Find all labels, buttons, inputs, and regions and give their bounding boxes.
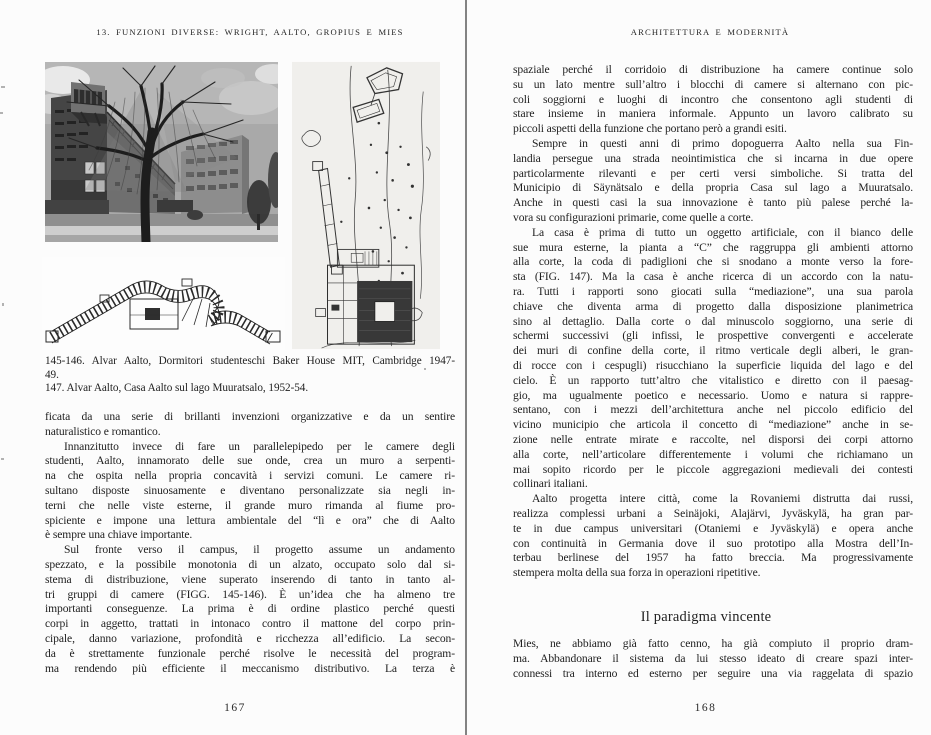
paragraph (513, 63, 913, 137)
text-line: Sul fronte verso il campus, il progetto assume un andamento (64, 543, 455, 557)
text-line: di rocce con i cespugli) risucchiano la superficie liquida del lago e del (513, 358, 913, 372)
text-line: spezzato, e la possibile monotonia di un alzato, occupato solo dal si- (45, 557, 455, 571)
text-line: stema di distribuzione, viene superato inserendo di tanto in tanto al- (45, 572, 455, 586)
right-page-number: 168 (694, 702, 717, 714)
street (45, 235, 278, 242)
text-line: Anche in questi casi la sua innovazione è tanto più palese perché la- (513, 196, 913, 210)
paragraph (513, 637, 913, 681)
text-line: particolarmente rilevanti e per certi versi simboliche. Si tratta del (513, 166, 913, 180)
paragraph (513, 226, 913, 492)
text-line: Municipio di Säynätsalo e della propria Casa sul lago a Muuratsalo. (513, 181, 913, 195)
text-line: sentano, con i mezzi dell’architettura anche nel piccolo edificio del (513, 403, 913, 417)
text-line: cielo. È un rapporto tutt’altro che vitalistico e diretto con il paesag- (513, 373, 913, 387)
text-line: stempera molta della sua forza in operazioni ripetitive. (513, 566, 761, 580)
right-body-text-upper (513, 63, 913, 581)
text-line: terbau berlinese del 1957 ha fatto breccia. Ma progressivamente (513, 551, 913, 565)
lawn (45, 214, 278, 226)
text-line: cipale, danno variazione, profondità e ricchezza all’edificio. La secon- (45, 631, 455, 645)
text-line: 145-146. Alvar Aalto, Dormitori studenteschi Baker House MIT, Cambridge 1947- (45, 355, 455, 367)
text-line: è sempre una chiave importante. (45, 528, 193, 542)
page-gutter-divider (465, 0, 467, 735)
text-line: te in due campus universitari (Otaniemi e Jyväskylä) e opera anche (513, 521, 913, 535)
text-line: ficata da una serie di brillanti invenzioni organizzative e da un sentire (45, 410, 455, 423)
text-line: alla corte, nell’articolare differentemente i volumi che richiamano un (513, 447, 913, 461)
text-line: na che ospita nella propria concavità i servizi comuni. Le camere ri- (45, 469, 455, 483)
section-heading: Il paradigma vincente (640, 609, 772, 625)
text-line: naturalistico e romantico. (45, 424, 161, 438)
text-line: terni che nelle viste esterne, il grande muro rimanda al fiume pro- (45, 498, 455, 512)
paragraph (513, 492, 913, 581)
text-line: gio, ma ugualmente poetico e necessario. Uomo e natura si rappre- (513, 388, 913, 402)
text-line: collinari italiani. (513, 477, 588, 491)
right-body-text-lower (513, 637, 913, 681)
figure-captions (45, 355, 455, 396)
photo-baker-house-figure (45, 62, 278, 242)
text-line: da è strettamente funzionale perché risolve le necessità del program- (45, 646, 455, 660)
text-line: landia persegue una strada neointimistica che si incarna in due opere (513, 151, 913, 165)
text-line: connessi tra interno ed esterno per seguire una via raggelata di spazio (513, 666, 913, 680)
text-line: mai sopito ricordo per le piccole aggregazioni medievali dei contesti (513, 462, 913, 476)
garden-wall (45, 200, 109, 214)
text-line: stare insieme in maniera informale. Appunto un lavoro calibrato su (513, 107, 913, 121)
text-line: ma rendendo più efficiente il meccanismo distributivo. La terza è (45, 661, 455, 675)
text-line: Innanzitutto invece di fare un parallelepipedo per le camere degli (64, 439, 455, 453)
text-line: ma. Abbandonare il sistema da lui stesso ideato di creare spazi inter- (513, 651, 913, 665)
text-line: ra. Tutti i rapporti sono giocati sulla “mediazione”, una sua parola (513, 284, 913, 298)
text-line: La casa è prima di tutto un oggetto artificiale, con il bianco delle (532, 225, 913, 239)
text-line: studenti, Aalto, innamorato delle sue onde, crea un muro a serpenti- (45, 454, 455, 468)
text-line: 147. Alvar Aalto, Casa Aalto sul lago Muuratsalo, 1952-54. (45, 382, 309, 395)
right-running-header: ARCHITETTURA E MODERNITÀ (630, 27, 790, 37)
paragraph (45, 440, 455, 544)
text-line: corpi in aggetto, trattati in intonaco contro il mattone del corpo prin- (45, 617, 455, 631)
site-plan-muuratsalo-figure (292, 60, 440, 351)
text-line: Sempre in questi anni di primo dopoguerra Aalto nella sua Fin- (532, 136, 913, 150)
text-line: Mies, ne abbiamo già fatto cenno, ha già compiuto il proprio dram- (513, 637, 913, 650)
text-line: realizza complessi urbani a Seinäjoki, Alajärvi, Jyväskylä, ha gran par- (513, 506, 913, 520)
text-line: chiave che diventa arma di progetto dalla disposizione planimetrica (513, 299, 913, 313)
text-line: Aalto progetta intere città, come la Rovaniemi distrutta dai russi, (532, 492, 913, 506)
text-line: con continuità in Germania dove il suo prototipo alla Mostra dell’In- (513, 536, 913, 550)
floor-plan-baker-house-figure (42, 257, 285, 350)
paragraph (513, 137, 913, 226)
paragraph (45, 543, 455, 676)
text-line: coli soggiorni e luoghi di incontro che consentono agli studenti di (513, 92, 913, 106)
sidewalk (45, 226, 278, 235)
paragraph (45, 355, 455, 382)
text-line: vora su configurazioni primarie, come quelle a corte. (513, 210, 754, 224)
paragraph (45, 410, 455, 440)
text-line: spaziale perché il corridoio di distribuzione ha camere continue solo (513, 63, 913, 76)
left-running-header: 13. FUNZIONI DIVERSE: WRIGHT, AALTO, GROPIUS E MIES (96, 27, 404, 37)
text-line: schermi successivi (gli infissi, le prospettive convergenti e accelerate (513, 329, 913, 343)
text-line: 49. (45, 368, 59, 381)
text-line: dei muri di confine della corte, il ritmo verticale degli alberi, le gran- (513, 344, 913, 358)
text-line: importanti conseguenze. La prima è di ordine plastico perché questi (45, 602, 455, 616)
text-line: vicino municipio che articola il concetto di “mediazione” anche in se- (513, 418, 913, 432)
left-page-number: 167 (224, 702, 246, 714)
text-line: piccoli aspetti della funzione che portano però a grandi esiti. (513, 122, 787, 136)
text-line: zione nelle entrate mirate e raccolte, nel disporsi dei corpi attorno (513, 432, 913, 446)
text-line: alla corte, la coda di padiglioni che si snodano a monte verso la fore- (513, 255, 913, 269)
text-line: sultano disposte sinuosamente e diventano personalizzate sia negli in- (45, 483, 455, 497)
text-line: su un lato mentre sull’altro i blocchi di camere si alternano con pic- (513, 77, 913, 91)
text-line: spiciente e impone una lettura ambientale del “lì e ora” che di Aalto (45, 513, 455, 527)
text-line: tri gruppi di camere (FIGG. 145-146). È un’idea che ha almeno tre (45, 587, 455, 601)
entrance-canopy (157, 200, 193, 212)
text-line: sta (FIG. 147). Ma la casa è anche ricerca di un accordo con la natu- (513, 270, 913, 284)
paragraph (45, 382, 455, 396)
left-body-text (45, 410, 455, 676)
text-line: sue mura esterne, la pianta a “C” che raggruppa gli ambienti attorno (513, 240, 913, 254)
text-line: sino al dettaglio. Dalla corte o dal minuscolo soggiorno, una serie di (513, 314, 913, 328)
